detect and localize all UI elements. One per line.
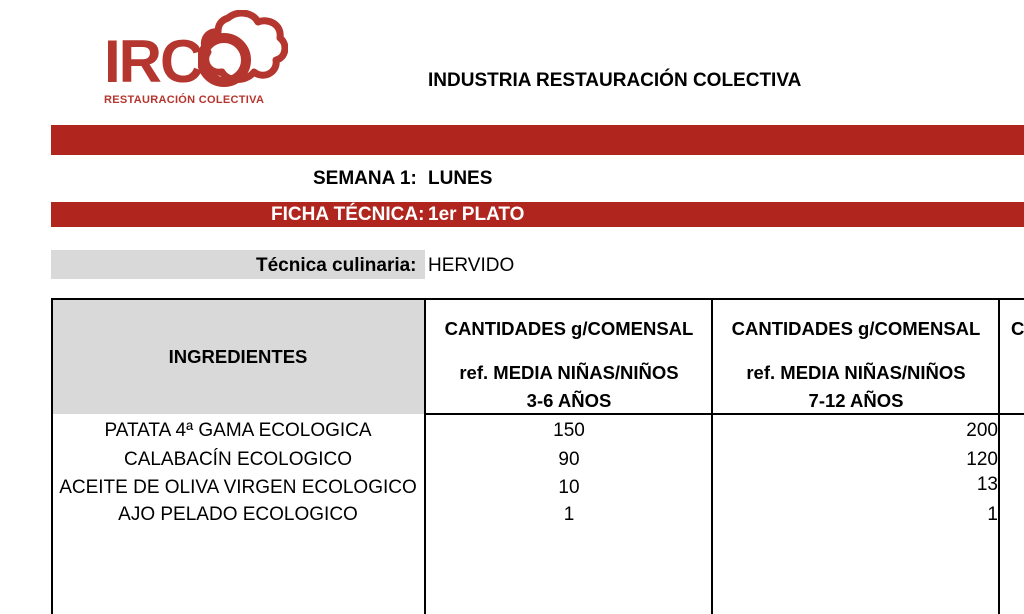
header-col1-line1: CANTIDADES g/COMENSAL xyxy=(444,318,694,339)
quantity-3-6: 150 xyxy=(553,420,585,441)
logo-subtitle: RESTAURACIÓN COLECTIVA xyxy=(104,94,265,106)
quantity-3-6: 1 xyxy=(563,504,575,525)
ingredients-table xyxy=(51,298,1024,614)
logo-cloud-icon xyxy=(198,10,288,90)
ingredient-name: ACEITE DE OLIVA VIRGEN ECOLOGICO xyxy=(59,477,417,498)
ingredient-name: PATATA 4ª GAMA ECOLOGICA xyxy=(104,420,372,441)
header-col2-line3: 7-12 AÑOS xyxy=(808,390,904,411)
page-title: INDUSTRIA RESTAURACIÓN COLECTIVA xyxy=(428,70,802,91)
column-divider-2 xyxy=(711,298,713,614)
header-ingredientes: INGREDIENTES xyxy=(168,346,308,367)
quantity-7-12: 200 xyxy=(966,420,998,441)
ficha-value: 1er PLATO xyxy=(428,204,525,225)
ficha-tecnica-bar xyxy=(51,202,1024,227)
ingredient-name: AJO PELADO ECOLOGICO xyxy=(118,504,358,525)
header-col1-line2: ref. MEDIA NIÑAS/NIÑOS xyxy=(459,362,679,383)
ficha-label: FICHA TÉCNICA: xyxy=(271,204,425,225)
header-col3-partial: C xyxy=(1011,318,1024,339)
quantity-7-12: 13 xyxy=(976,474,998,495)
quantity-3-6: 10 xyxy=(558,477,580,498)
week-value: LUNES xyxy=(428,168,493,189)
week-label: SEMANA 1: xyxy=(313,168,417,189)
technique-value: HERVIDO xyxy=(428,255,515,276)
technique-label: Técnica culinaria: xyxy=(256,255,417,276)
table-top-border xyxy=(51,298,1024,300)
header-col1-line3: 3-6 AÑOS xyxy=(526,390,612,411)
header-divider-bar xyxy=(51,125,1024,155)
header-col2-line2: ref. MEDIA NIÑAS/NIÑOS xyxy=(746,362,966,383)
quantity-3-6: 90 xyxy=(558,449,580,470)
quantity-7-12: 1 xyxy=(987,504,998,525)
column-divider-3 xyxy=(998,298,1000,614)
quantity-7-12: 120 xyxy=(966,449,998,470)
header-col2-line1: CANTIDADES g/COMENSAL xyxy=(731,318,981,339)
ingredient-name: CALABACÍN ECOLOGICO xyxy=(123,449,353,470)
irco-logo xyxy=(100,10,285,110)
logo-wordmark-visible: IRC xyxy=(104,28,202,95)
header-bottom-border xyxy=(425,413,1024,415)
